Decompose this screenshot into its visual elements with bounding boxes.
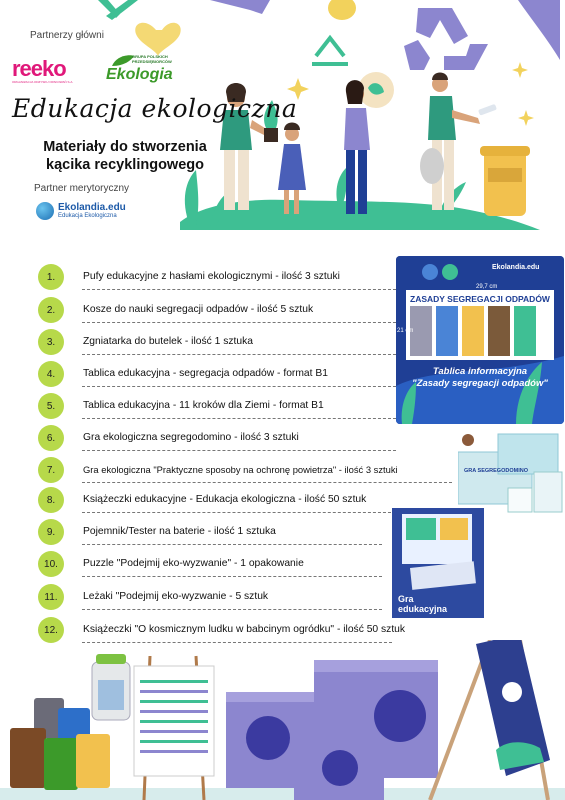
booklets-label <box>398 594 447 614</box>
page-title: Edukacja ekologiczna <box>12 94 298 123</box>
reeko-logo <box>12 58 92 82</box>
item-text: Gra ekologiczna "Praktyczne sposoby na ochronę powietrza" - ilość 3 sztuki <box>83 464 398 475</box>
item-text: Kosze do nauki segregacji odpadów - ilość 5 sztuk <box>83 304 314 315</box>
item-number-badge: 1. <box>38 264 64 290</box>
dashed-divider <box>82 512 396 513</box>
yellow-shape <box>328 0 356 20</box>
item-number-badge: 11. <box>38 584 64 610</box>
booklets-label-line-1: Gra <box>398 594 414 604</box>
ekologia-logo <box>104 54 184 86</box>
item-number-badge: 9. <box>38 519 64 545</box>
ekologia-word: Ekologia <box>106 66 173 83</box>
dashed-divider <box>82 576 382 577</box>
recycle-symbol-icon <box>404 8 488 70</box>
segregation-poster-image <box>396 256 564 424</box>
item-number-badge: 7. <box>38 457 64 483</box>
ekolandia-name: Ekolandia.edu <box>58 202 126 213</box>
reeko-logo-sub: ORGANIZACJA ODZYSKU OPAKOWAŃ S.A. <box>12 80 74 84</box>
lilac-arc <box>518 0 560 60</box>
educational-booklets-image <box>392 508 484 618</box>
dashed-divider <box>82 289 396 290</box>
main-partners-label: Partnerzy główni <box>30 30 104 41</box>
item-text: Książeczki "O kosmicznym ludku w babcinym ogródku" - ilość 50 sztuk <box>83 624 406 635</box>
poster-size-width: 29,7 cm <box>476 284 498 290</box>
item-number-badge: 8. <box>38 487 64 513</box>
poster-label-line-2: "Zasady segregacji odpadów" <box>412 378 548 389</box>
recycle-arrows-icon <box>210 0 270 14</box>
ekologia-group-text: GRUPA POLSKICH PRZEDSIĘBIORCÓW <box>132 54 172 64</box>
ekolandia-logo <box>36 200 146 222</box>
item-text: Gra ekologiczna segregodomino - ilość 3 sztuki <box>83 432 299 443</box>
dashed-divider <box>82 418 396 419</box>
dashed-divider <box>82 609 382 610</box>
game-title: GRA SEGREGODOMINO <box>464 468 528 474</box>
poster-title: ZASADY SEGREGACJI ODPADÓW <box>410 294 550 304</box>
item-text: Pufy edukacyjne z hasłami ekologicznymi - ilość 3 sztuki <box>83 271 340 282</box>
ekolandia-sub: Edukacja Ekologiczna <box>58 213 117 219</box>
booklets-label-line-2: edukacyjna <box>398 604 448 614</box>
dashed-divider <box>82 354 396 355</box>
item-number-badge: 5. <box>38 393 64 419</box>
dashed-divider <box>82 482 452 483</box>
subtitle-line-2: kącika recyklingowego <box>46 157 204 173</box>
bottle-crusher <box>92 654 130 720</box>
content-partner-label: Partner merytoryczny <box>34 183 130 194</box>
heart-icon <box>135 23 180 56</box>
globe-icon <box>36 202 54 220</box>
small-recycle-icon <box>312 38 348 64</box>
trash-bin-icon <box>480 146 530 216</box>
subtitle-line-1: Materiały do stworzenia <box>43 139 207 155</box>
floor-strip <box>0 788 565 800</box>
page-subtitle <box>20 138 230 174</box>
item-number-badge: 4. <box>38 361 64 387</box>
dashed-divider <box>82 386 396 387</box>
item-text: Książeczki edukacyjne - Edukacja ekologiczna - ilość 50 sztuk <box>83 494 367 505</box>
dashed-divider <box>82 450 396 451</box>
deckchair <box>430 640 550 800</box>
item-text: Tablica edukacyjna - 11 kroków dla Ziemi - format B1 <box>83 400 324 411</box>
item-text: Pojemnik/Tester na baterie - ilość 1 sztuka <box>83 526 276 537</box>
domino-game-image <box>458 432 565 514</box>
products-illustration <box>0 640 565 800</box>
item-number-badge: 2. <box>38 297 64 323</box>
item-text: Leżaki "Podejmij eko-wyzwanie - 5 sztuk <box>83 591 269 602</box>
item-number-badge: 3. <box>38 329 64 355</box>
poster-label-line-1: Tablica informacyjna <box>432 366 528 377</box>
item-text: Puzzle "Podejmij eko-wyzwanie" - 1 opakowanie <box>83 558 304 569</box>
item-number-badge: 6. <box>38 425 64 451</box>
sparkle-icon <box>287 62 534 126</box>
dashed-divider <box>82 322 396 323</box>
item-text: Zgniatarka do butelek - ilość 1 sztuka <box>83 336 253 347</box>
eco-poufs <box>226 660 438 800</box>
dashed-divider <box>82 544 382 545</box>
item-number-badge: 12. <box>38 617 64 643</box>
woman-with-globe-figure <box>344 72 394 214</box>
poster-size-height: 21 cm <box>397 328 414 334</box>
poster-label <box>396 366 564 390</box>
easel-board <box>134 656 214 800</box>
x-shape-icon <box>98 0 138 20</box>
item-text: Tablica edukacyjna - segregacja odpadów - format B1 <box>83 368 328 379</box>
reeko-logo-word: reeko <box>12 56 66 81</box>
poster-brand: Ekolandia.edu <box>492 264 540 271</box>
item-number-badge: 10. <box>38 551 64 577</box>
poster-artwork <box>396 256 564 424</box>
